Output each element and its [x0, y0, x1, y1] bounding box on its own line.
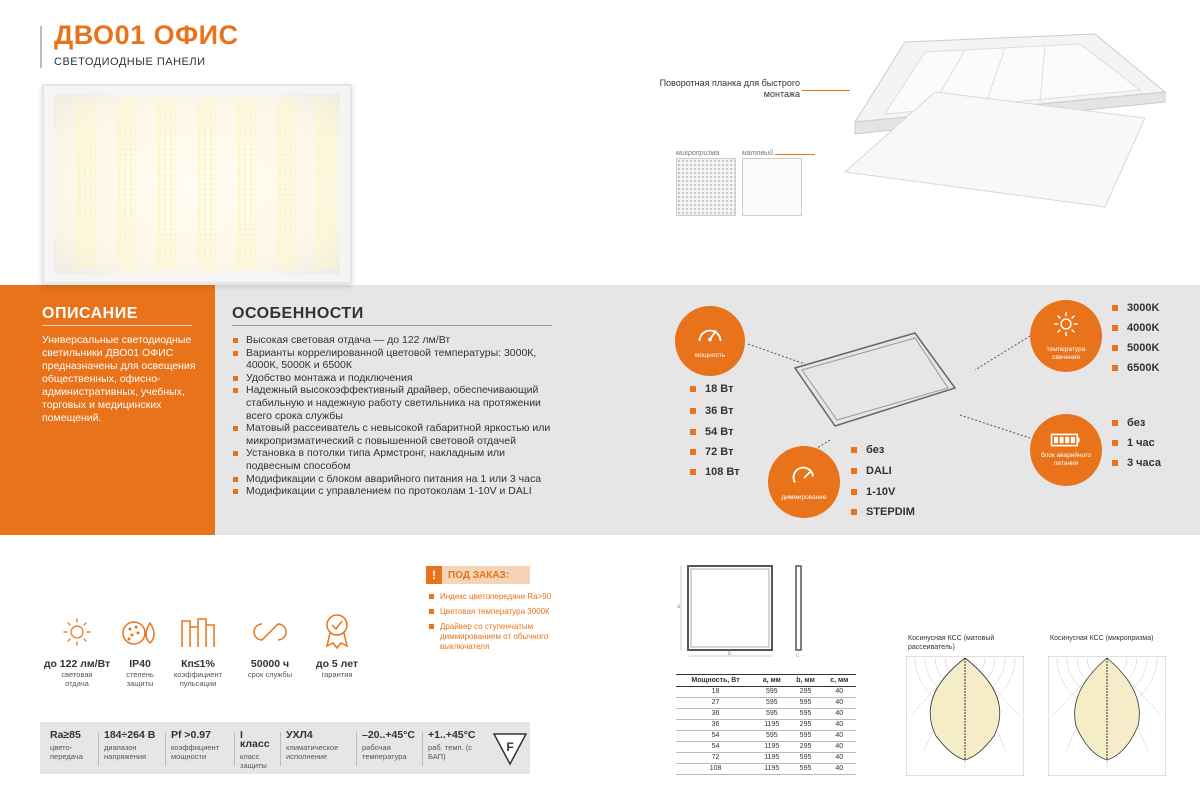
dimming-circle	[768, 446, 840, 518]
dimming-option: 1-10V	[866, 486, 896, 498]
order-item: Драйвер со ступенчатым диммированием от обычного выключателя	[428, 622, 568, 652]
specbar-class: I класс класс защиты	[240, 729, 270, 770]
warranty-icon	[322, 612, 352, 650]
feature-item: Надежный высокоэффективный драйвер, обеспечивающий стабильную и надежную работу светильника на протяжении всего срока службы	[232, 384, 562, 422]
spec-value: IP40	[129, 658, 151, 670]
microprism-swatch	[676, 158, 736, 216]
backup-label: блок аварийного питания	[1040, 452, 1092, 467]
order-title: ПОД ЗАКАЗ:	[448, 570, 510, 581]
backup-circle	[1030, 414, 1102, 486]
dimming-option: STEPDIM	[866, 506, 915, 518]
description-title: ОПИСАНИЕ	[42, 305, 138, 322]
dimming-label: диммирование	[781, 494, 827, 501]
f-mark-text: F	[506, 740, 514, 754]
dimming-option: без	[866, 444, 885, 456]
order-list	[428, 592, 568, 657]
feature-item: Матовый рассеиватель с невысокой габаритной яркостью или микропризматический с повышенной световой отдачей	[232, 422, 562, 447]
dim-c-label: c	[796, 653, 799, 659]
temperature-label: температура свечения	[1046, 346, 1086, 361]
features-divider	[232, 325, 552, 326]
specbar-temp: –20..+45°C рабочая температура	[362, 729, 415, 761]
table-header-row	[676, 675, 856, 687]
backup-option: 3 часа	[1127, 457, 1162, 469]
lifetime-icon	[250, 618, 290, 646]
feature-item: Удобство монтажа и подключения	[232, 372, 562, 385]
spec-label: срок службы	[247, 670, 293, 679]
specbar-divider	[98, 732, 99, 766]
spec-label: степень защиты	[126, 670, 154, 688]
table-row: 36 1195 295 40	[676, 720, 856, 731]
specbar-divider	[234, 732, 235, 766]
mount-callout: Поворотная планка для быстрого монтажа	[659, 78, 800, 99]
temperature-option: 3000K	[1127, 302, 1160, 314]
specbar-voltage: 184÷264 В диапазон напряжения	[104, 729, 156, 761]
temperature-circle	[1030, 300, 1102, 372]
spec-label: световая отдача	[61, 670, 93, 688]
features-list	[232, 334, 562, 498]
product-panel-image	[42, 84, 352, 284]
f-mark-icon	[492, 732, 528, 766]
backup-option: без	[1127, 417, 1146, 429]
specbar-divider	[165, 732, 166, 766]
table-row: 72 1195 595 40	[676, 753, 856, 764]
power-option: 36 Вт	[705, 405, 734, 417]
speedometer-icon	[695, 320, 725, 350]
swatch-mat-label: матовый	[742, 150, 774, 157]
dim-a-label: a	[677, 604, 681, 610]
dimension-drawing	[672, 556, 812, 660]
backup-option: 1 час	[1127, 437, 1155, 449]
page-title: ДВО01 ОФИС	[54, 20, 239, 50]
header-divider	[40, 26, 42, 68]
order-item: Цветовая температура 3000К	[428, 607, 568, 617]
polar-diagram-microprism	[1048, 656, 1166, 776]
matte-swatch	[742, 158, 802, 216]
power-option: 108 Вт	[705, 466, 740, 478]
power-label: мощность	[694, 352, 726, 359]
power-option: 72 Вт	[705, 446, 734, 458]
table-row: 54 1195 295 40	[676, 742, 856, 753]
dust-water-icon	[120, 613, 160, 651]
kss-mat-title: Косинусная КСС (матовый рассеиватель)	[908, 635, 995, 651]
specbar-divider	[422, 732, 423, 766]
temperature-option: 4000K	[1127, 322, 1160, 334]
table-row: 108 1195 595 40	[676, 764, 856, 775]
dimmer-icon	[789, 460, 819, 490]
table-row: 54 595 595 40	[676, 731, 856, 742]
description-divider	[42, 325, 192, 326]
spec-label: гарантия	[321, 670, 353, 679]
feature-item: Высокая световая отдача — до 122 лм/Вт	[232, 334, 562, 347]
spec-label: коэффициент пульсации	[173, 670, 223, 688]
polar-diagram-mat	[906, 656, 1024, 776]
table-row: 27 595 595 40	[676, 698, 856, 709]
dim-b-label: b	[728, 651, 732, 657]
feature-item: Варианты коррелированной цветовой температуры: 3000К, 4000К, 5000К и 6500К	[232, 347, 562, 372]
specbar-divider	[356, 732, 357, 766]
spec-value: до 5 лет	[315, 658, 359, 670]
specbar-climate: УХЛ4 климатическое исполнение	[286, 729, 339, 761]
feature-item: Модификации с блоком аварийного питания на 1 или 3 часа	[232, 473, 562, 486]
luminaire-exploded-image	[845, 22, 1175, 212]
specbar-temp-backup: +1..+45°C раб. темп. (с БАП)	[428, 729, 476, 761]
specbar-divider	[280, 732, 281, 766]
table-row: 36 595 595 40	[676, 709, 856, 720]
luminaire-outline-icon	[790, 328, 960, 428]
col-header: a, мм	[755, 675, 788, 687]
mount-callout-line	[802, 90, 850, 91]
dimensions-table	[676, 674, 856, 775]
swatch-callout-line	[775, 154, 815, 155]
sun-icon	[1052, 310, 1080, 338]
battery-icon	[1050, 432, 1082, 448]
exclamation-icon: !	[426, 566, 442, 584]
col-header: Мощность, Вт	[676, 675, 755, 687]
description-text: Универсальные светодиодные светильники ДВО01 ОФИС предназначены для освещения общественных, офисно-административных, учебных, торговых и медицинских помещений.	[42, 334, 196, 424]
feature-item: Установка в потолки типа Армстронг, накладным или подвесным способом	[232, 447, 562, 472]
kss-micro-title: Косинусная КСС (микропризма)	[1050, 635, 1154, 642]
specbar-cri: Ra≥85 цвето- передача	[50, 729, 83, 761]
order-item: Индекс цветопередачи Ra>90	[428, 592, 568, 602]
col-header: c, мм	[823, 675, 856, 687]
swatch-micro-label: микропризма	[676, 150, 720, 157]
power-circle	[675, 306, 745, 376]
power-option: 54 Вт	[705, 426, 734, 438]
features-title: ОСОБЕННОСТИ	[232, 305, 364, 322]
table-row: 18 595 295 40	[676, 687, 856, 698]
page-subtitle: СВЕТОДИОДНЫЕ ПАНЕЛИ	[54, 56, 206, 68]
power-option: 18 Вт	[705, 383, 734, 395]
dimming-option: DALI	[866, 465, 892, 477]
spec-value: Кп≤1%	[181, 658, 215, 670]
pulsation-icon	[180, 615, 216, 649]
temperature-option: 5000K	[1127, 342, 1160, 354]
feature-item: Модификации с управлением по протоколам 1-10V и DALI	[232, 485, 562, 498]
temperature-option: 6500K	[1127, 362, 1160, 374]
col-header: b, мм	[789, 675, 823, 687]
light-output-icon	[60, 615, 94, 649]
spec-value: 50000 ч	[250, 658, 290, 670]
spec-value: до 122 лм/Вт	[43, 658, 111, 670]
specbar-pf: Pf >0.97 коэффициент мощности	[171, 729, 220, 761]
spec-warranty	[292, 658, 382, 679]
